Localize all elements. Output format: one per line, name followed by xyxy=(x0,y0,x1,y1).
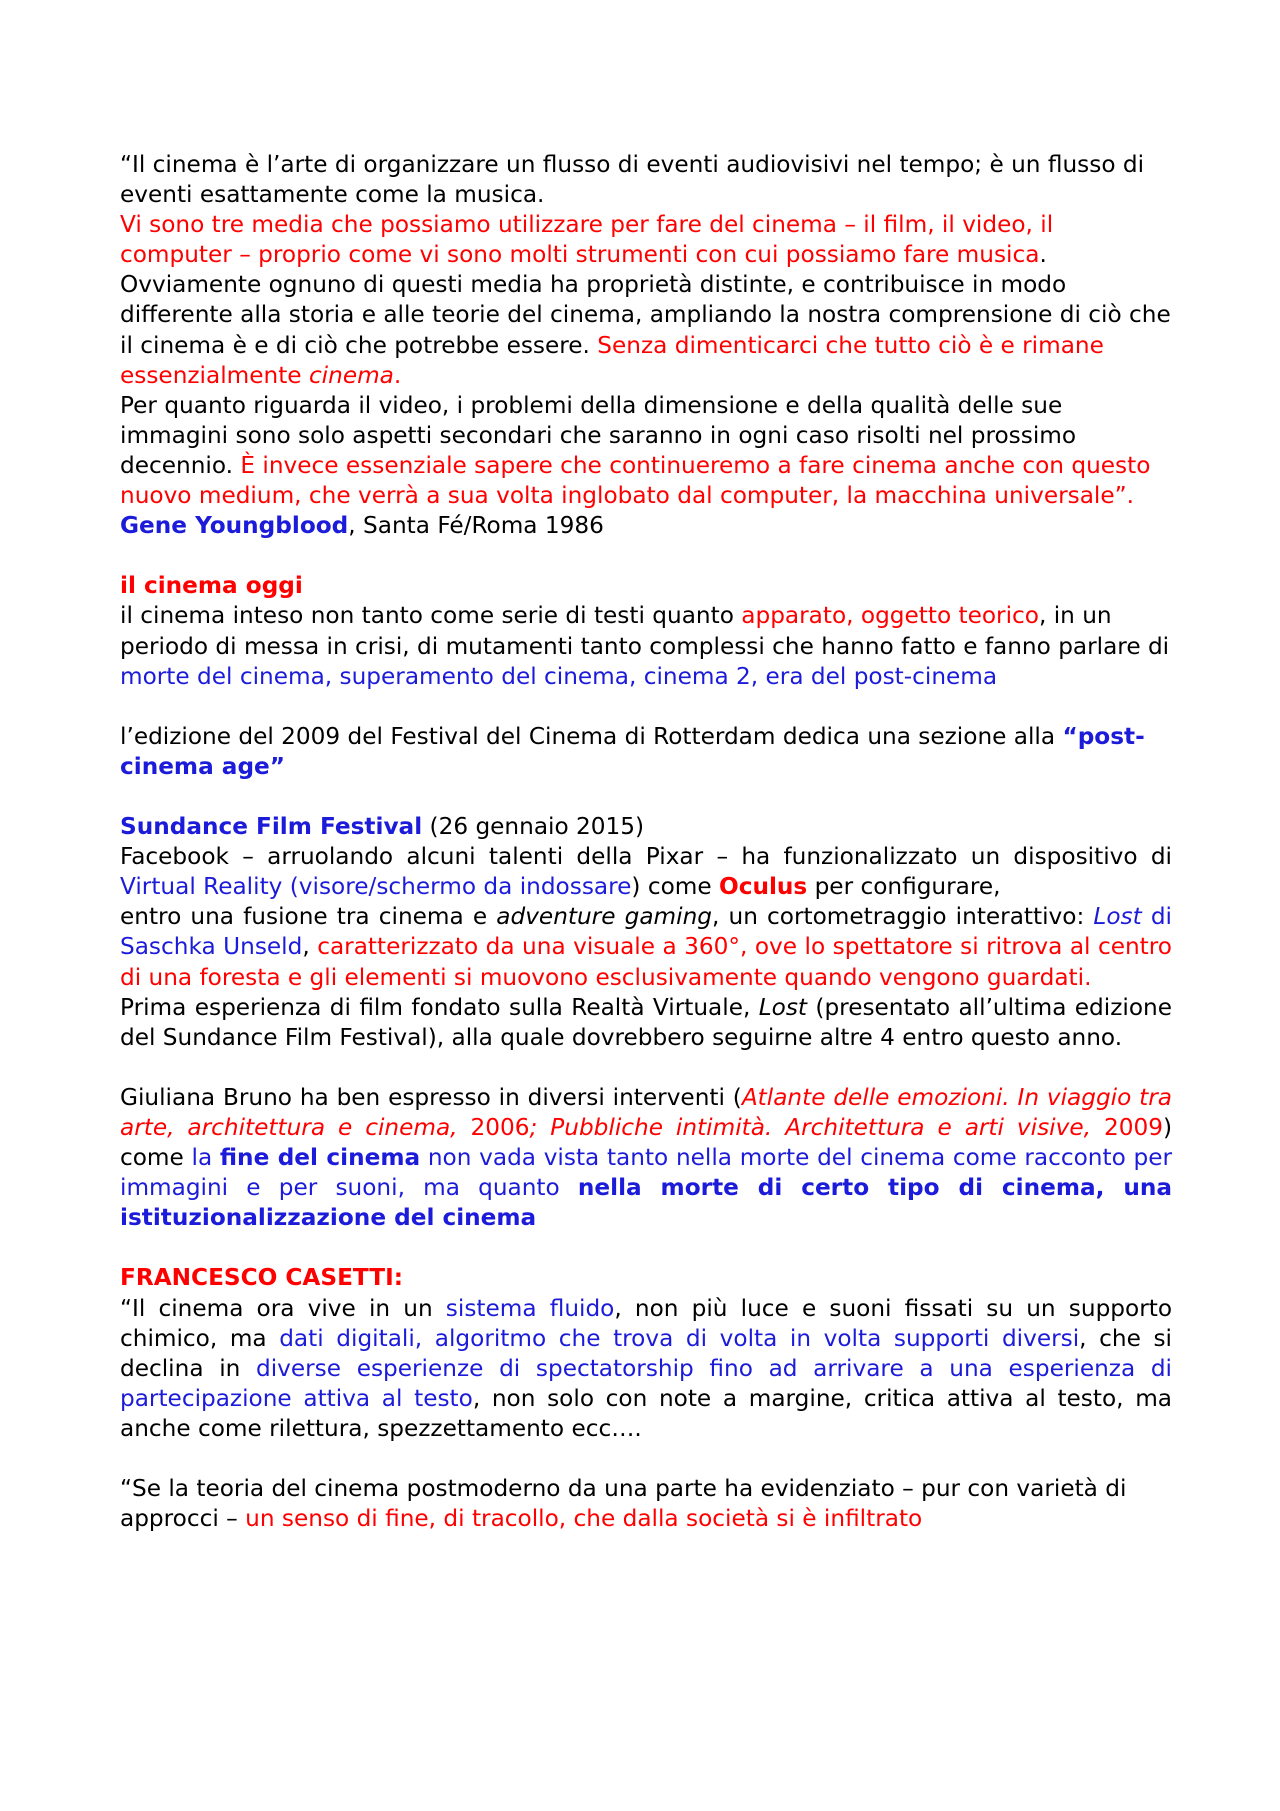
sundance-p3-b: Lost xyxy=(758,993,808,1021)
quote-sentence-2-end: . xyxy=(1039,241,1047,269)
casetti-g: , non solo con note a margine, critica attiva al testo, ma anche come rilettura, spezzettamento ecc…. xyxy=(120,1384,1172,1442)
casetti-q2-b: un senso di fine, di tracollo, che dalla società si è infiltrato xyxy=(245,1505,923,1533)
sundance-p1-a: Facebook – arruolando alcuni talenti della Pixar – ha funzionalizzato un dispositivo di xyxy=(120,843,1172,871)
section-casetti xyxy=(120,1263,1172,1444)
quote-sentence-4-italic: cinema xyxy=(308,361,394,389)
sundance-p2-f: , xyxy=(302,933,318,961)
bruno-h: fine del cinema xyxy=(219,1144,421,1172)
sundance-heading: Sundance Film Festival xyxy=(120,813,423,841)
sundance-p1-c: ) come xyxy=(631,873,719,901)
rotterdam-text-1: l’edizione del 2009 del Festival del Cinema di Rotterdam dedica una sezione alla xyxy=(120,722,1063,750)
section-sundance xyxy=(120,812,1172,902)
quote-sentence-2: Vi sono tre media che possiamo utilizzare per fare del cinema – il film, il video, il computer – proprio come vi sono molti strumenti con cui possiamo fare musica xyxy=(120,211,1054,269)
cinema-oggi-text-3: , in un periodo di messa in crisi, di mutamenti tanto complessi che hanno fatto e fanno parlare di xyxy=(120,602,1170,660)
bruno-g: la xyxy=(191,1144,220,1172)
sundance-paragraph-2 xyxy=(120,902,1172,992)
sundance-date: (26 gennaio 2015) xyxy=(422,813,645,841)
cinema-oggi-text-4: morte del cinema, superamento del cinema, cinema 2, era del post-cinema xyxy=(120,662,998,690)
casetti-q2-a: “Se la teoria del cinema postmoderno da una parte ha evidenziato – pur con varietà di approcci – xyxy=(120,1475,1127,1533)
quote-sentence-4-end: . xyxy=(393,361,402,389)
section-cinema-oggi xyxy=(120,571,1172,691)
bruno-d: ; Pubbliche intimità. Architettura e arti visive, xyxy=(529,1114,1091,1141)
bruno-f: ) come xyxy=(120,1114,1172,1172)
quote-sentence-5: Per quanto riguarda il video, i problemi della dimensione e della qualità delle sue immagini sono solo aspetti secondari che saranno in ogni caso risolti nel prossimo decennio. xyxy=(120,391,1077,479)
cinema-oggi-text-1: il cinema inteso non tanto come serie di testi quanto xyxy=(120,602,742,630)
sundance-paragraph-3 xyxy=(120,993,1172,1053)
casetti-quote-2 xyxy=(120,1474,1172,1534)
sundance-p3-c: (presentato all’ultima edizione del Sundance Film Festival), alla quale dovrebbero seguirne altre 4 entro questo anno. xyxy=(120,993,1172,1051)
quote-author-rest: , Santa Fé/Roma 1986 xyxy=(348,512,604,540)
sundance-p2-a: entro una fusione tra cinema e xyxy=(120,903,497,931)
casetti-c: , non più luce e suoni fissati su un supporto chimico, ma xyxy=(120,1294,1173,1352)
bruno-i: non vada vista tanto nella morte del cinema come racconto per immagini e per suoni, ma quanto xyxy=(120,1144,1173,1202)
cinema-oggi-heading: il cinema oggi xyxy=(120,572,303,600)
rotterdam-text-2: “post-cinema age” xyxy=(120,722,1145,780)
quote-sentence-6: È invece essenziale sapere che continueremo a fare cinema anche con questo nuovo medium, che verrà a sua volta inglobato dal computer, la macchina universale”. xyxy=(120,451,1151,510)
quote-sentence-3: Ovviamente ognuno di questi media ha proprietà distinte, e contribuisce in modo differente alla storia e alle teorie del cinema, ampliando la nostra comprensione di ciò che il cinema è e di ciò che potrebbe essere. xyxy=(120,271,1171,359)
sundance-p2-e: di Saschka Unseld xyxy=(120,903,1172,961)
quote-author: Gene Youngblood xyxy=(120,512,349,540)
document-page xyxy=(120,150,1172,1534)
cinema-oggi-text-2: apparato, oggetto teorico xyxy=(741,602,1039,630)
bruno-c: 2006 xyxy=(457,1114,530,1141)
section-bruno xyxy=(120,1083,1172,1233)
casetti-b: sistema fluido xyxy=(445,1294,615,1322)
sundance-p1-d: Oculus xyxy=(718,873,808,901)
sundance-p2-c: , un cortometraggio interattivo: xyxy=(712,903,1094,931)
casetti-f: diverse esperienze di spectatorship fino ad arrivare a una esperienza di partecipazione attiva al testo xyxy=(120,1354,1172,1412)
sundance-p1-e: per configurare, xyxy=(807,873,1001,901)
bruno-e: 2009 xyxy=(1090,1114,1163,1141)
casetti-heading: FRANCESCO CASETTI: xyxy=(120,1264,403,1292)
youngblood-quote xyxy=(120,150,1172,541)
quote-sentence-4: Senza dimenticarci che tutto ciò è e rimane essenzialmente xyxy=(120,331,1104,389)
casetti-e: , che si declina in xyxy=(120,1324,1172,1382)
sundance-p3-a: Prima esperienza di film fondato sulla Realtà Virtuale, xyxy=(120,993,759,1021)
sundance-p2-d: Lost xyxy=(1093,903,1142,931)
sundance-p2-g: caratterizzato da una visuale a 360°, ove lo spettatore si ritrova al centro di una foresta e gli elementi si muovono esclusivamente quando vengono guardati. xyxy=(120,933,1172,991)
section-rotterdam xyxy=(120,722,1172,782)
bruno-a: Giuliana Bruno ha ben espresso in diversi interventi ( xyxy=(120,1083,742,1111)
casetti-d: dati digitali, algoritmo che trova di volta in volta supporti diversi xyxy=(279,1324,1080,1352)
bruno-j: nella morte di certo tipo di cinema, una istituzionalizzazione del cinema xyxy=(120,1174,1172,1232)
bruno-b: Atlante delle emozioni. In viaggio tra arte, architettura e cinema, xyxy=(120,1083,1172,1141)
sundance-p2-b: adventure gaming xyxy=(496,903,712,931)
quote-sentence-1: “Il cinema è l’arte di organizzare un flusso di eventi audiovisivi nel tempo; è un flusso di eventi esattamente come la musica. xyxy=(120,151,1145,209)
sundance-p1-b: Virtual Reality (visore/schermo da indossare xyxy=(120,873,632,901)
casetti-a: “Il cinema ora vive in un xyxy=(120,1294,446,1322)
